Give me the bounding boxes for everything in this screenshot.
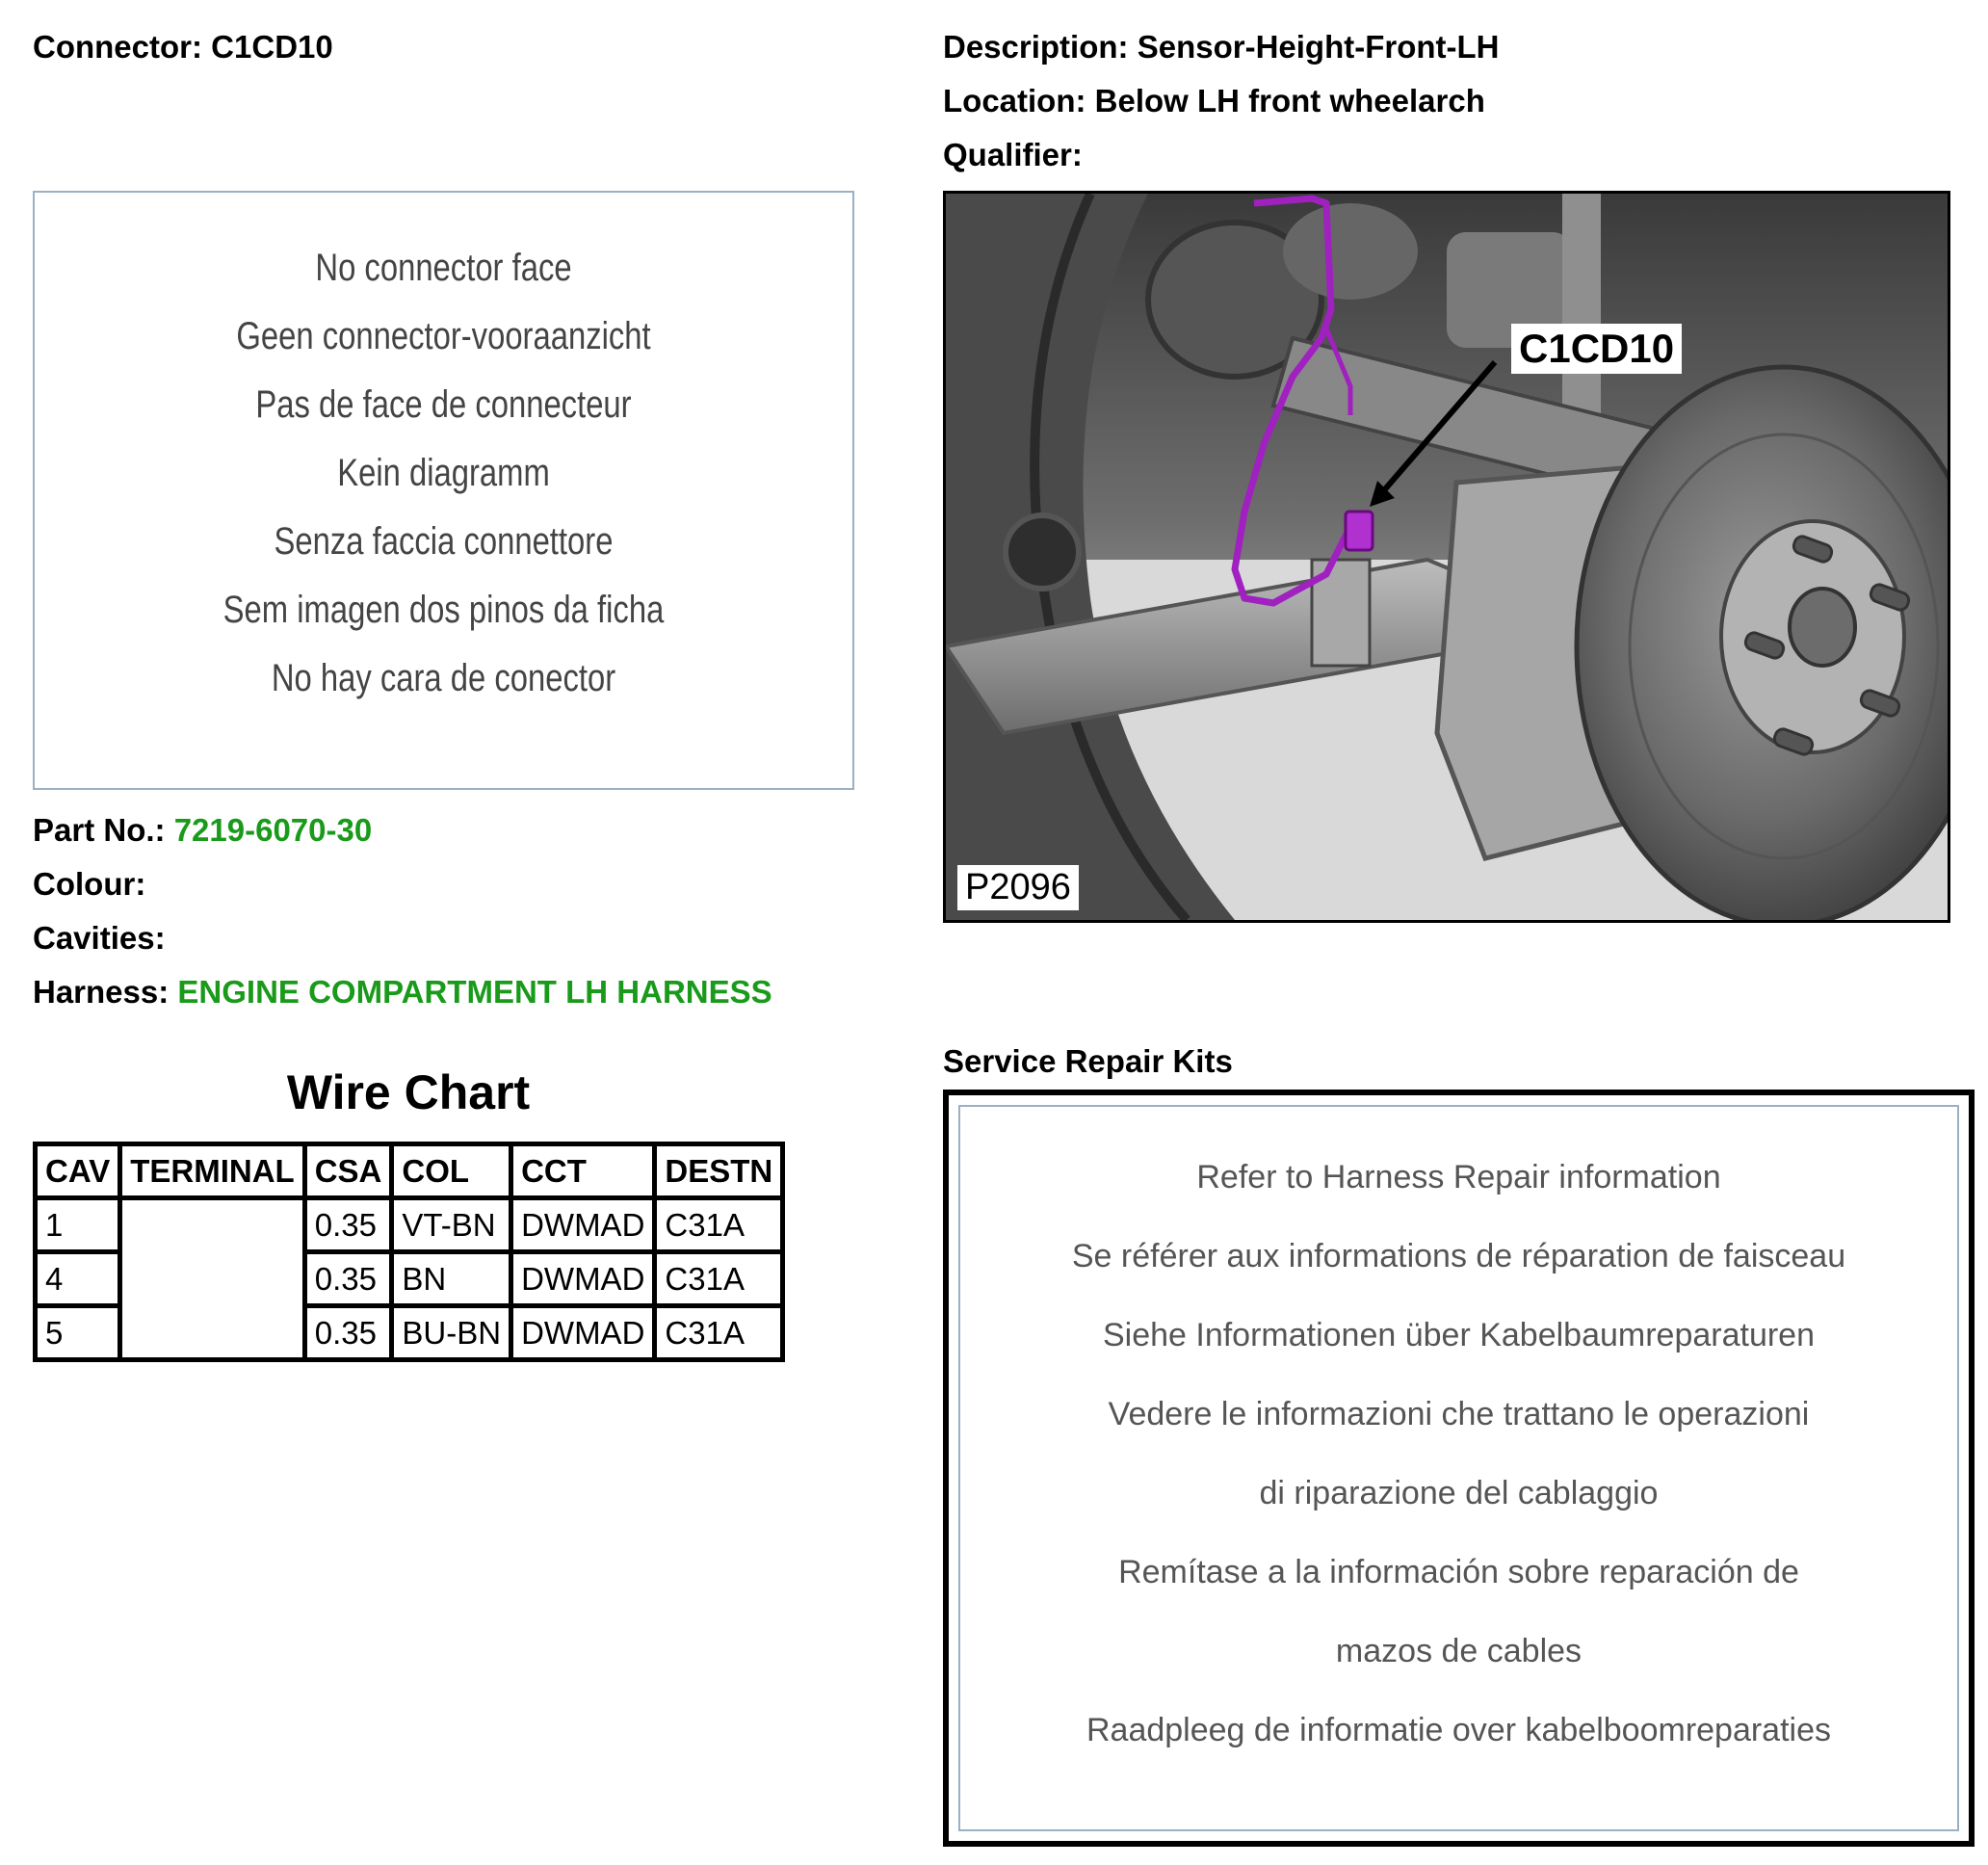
srk-line: Vedere le informazioni che trattano le operazioni xyxy=(1108,1396,1810,1432)
cell-col: BU-BN xyxy=(392,1306,511,1360)
cell-terminal xyxy=(120,1198,304,1252)
part-no-label: Part No.: xyxy=(33,812,166,848)
cell-destn: C31A xyxy=(655,1252,783,1306)
srk-line: Se référer aux informations de réparation de faisceau xyxy=(1071,1238,1846,1274)
service-repair-kits-box xyxy=(943,1090,1975,1847)
description-label: Description: xyxy=(943,29,1129,65)
harness-link[interactable]: ENGINE COMPARTMENT LH HARNESS xyxy=(177,974,772,1010)
noface-line: Geen connector-vooraanzicht xyxy=(236,315,651,357)
header-destn: DESTN xyxy=(655,1144,783,1198)
cell-csa: 0.35 xyxy=(304,1306,392,1360)
wire-chart-table xyxy=(33,1142,785,1362)
cavities-field xyxy=(33,920,166,957)
connector-value: C1CD10 xyxy=(211,29,333,65)
location-label: Location: xyxy=(943,83,1086,118)
header-cav: CAV xyxy=(36,1144,120,1198)
srk-line: Raadpleeg de informatie over kabelboomreparaties xyxy=(1086,1712,1832,1748)
cell-col: VT-BN xyxy=(392,1198,511,1252)
table-row xyxy=(36,1198,783,1252)
photo-illustration xyxy=(946,194,1948,920)
connector-field xyxy=(33,29,333,66)
table-row xyxy=(36,1252,783,1306)
cell-csa: 0.35 xyxy=(304,1252,392,1306)
noface-line: Pas de face de connecteur xyxy=(255,383,632,426)
colour-label: Colour: xyxy=(33,866,146,902)
colour-field xyxy=(33,866,145,903)
cell-cct: DWMAD xyxy=(511,1252,655,1306)
srk-line: di riparazione del cablaggio xyxy=(1259,1475,1659,1511)
noface-line: No connector face xyxy=(315,247,572,289)
part-no-field xyxy=(33,812,372,849)
description-field xyxy=(943,29,1500,66)
qualifier-label: Qualifier: xyxy=(943,137,1083,172)
header-terminal: TERMINAL xyxy=(120,1144,304,1198)
noface-line: Senza faccia connettore xyxy=(274,520,614,563)
cell-cav: 4 xyxy=(36,1252,120,1306)
srk-line: mazos de cables xyxy=(1335,1633,1583,1669)
header-cct: CCT xyxy=(511,1144,655,1198)
header-col: COL xyxy=(392,1144,511,1198)
noface-line: Kein diagramm xyxy=(337,452,550,494)
location-field xyxy=(943,83,1485,119)
srk-line: Siehe Informationen über Kabelbaumreparaturen xyxy=(1102,1317,1816,1353)
cavities-label: Cavities: xyxy=(33,920,166,956)
photo-callout-label: C1CD10 xyxy=(1511,324,1682,374)
srk-line: Refer to Harness Repair information xyxy=(1196,1159,1721,1195)
location-photo xyxy=(943,191,1950,923)
noface-line: No hay cara de conector xyxy=(271,657,616,699)
cell-col: BN xyxy=(392,1252,511,1306)
service-repair-kits-title: Service Repair Kits xyxy=(943,1043,1233,1079)
service-repair-kits-inner xyxy=(958,1105,1959,1831)
cell-cct: DWMAD xyxy=(511,1306,655,1360)
cell-terminal xyxy=(120,1306,304,1360)
wire-chart-header-row xyxy=(36,1144,783,1198)
cell-cct: DWMAD xyxy=(511,1198,655,1252)
wire-chart-title: Wire Chart xyxy=(286,1065,531,1119)
cell-destn: C31A xyxy=(655,1198,783,1252)
noface-line: Sem imagen dos pinos da ficha xyxy=(222,589,665,631)
connector-label: Connector: xyxy=(33,29,202,65)
cell-terminal xyxy=(120,1252,304,1306)
description-value: Sensor-Height-Front-LH xyxy=(1137,29,1500,65)
srk-line: Remítase a la información sobre reparación de xyxy=(1118,1554,1799,1590)
cell-cav: 5 xyxy=(36,1306,120,1360)
harness-label: Harness: xyxy=(33,974,170,1010)
cell-csa: 0.35 xyxy=(304,1198,392,1252)
table-row xyxy=(36,1306,783,1360)
no-connector-face-box xyxy=(33,191,854,790)
qualifier-field xyxy=(943,137,1083,173)
photo-figure-id: P2096 xyxy=(957,865,1079,910)
part-no-link[interactable]: 7219-6070-30 xyxy=(173,812,373,848)
header-csa: CSA xyxy=(304,1144,392,1198)
harness-field xyxy=(33,974,772,1011)
location-value: Below LH front wheelarch xyxy=(1094,83,1485,118)
cell-destn: C31A xyxy=(655,1306,783,1360)
cell-cav: 1 xyxy=(36,1198,120,1252)
